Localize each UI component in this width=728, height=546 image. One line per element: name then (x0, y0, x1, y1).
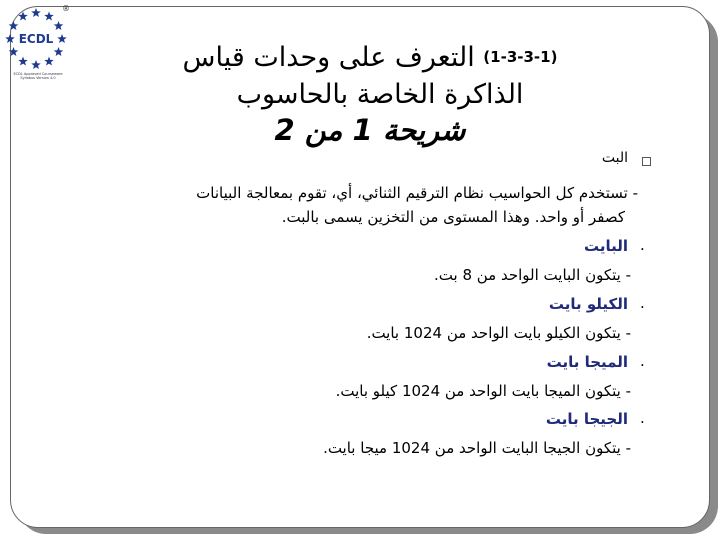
bit-description-line-1: - تستخدم كل الحواسيب نظام الترقيم الثنائي، أي، تقوم بمعالجة البيانات (196, 184, 638, 202)
title-line-1 (150, 42, 590, 73)
megabyte-heading: الميجا بايت (546, 353, 628, 371)
logo-star-icon (18, 11, 28, 20)
title-line-2: الذاكرة الخاصة بالحاسوب (236, 79, 524, 110)
megabyte-description: - يتكون الميجا بايت الواحد من 1024 كيلو بايت. (335, 382, 631, 400)
item-marker: . (640, 294, 645, 312)
byte-heading: البايت (583, 237, 628, 255)
logo-text: ECDL (18, 32, 54, 46)
logo-star-icon (54, 21, 64, 30)
logo-star-icon (9, 21, 19, 30)
ecdl-logo (2, 2, 72, 102)
bit-description-line-2: كصفر أو واحد. وهذا المستوى من التخزين يسمى بالبت. (281, 208, 625, 226)
item-marker: . (640, 409, 645, 427)
logo-star-icon (54, 47, 64, 56)
logo-star-icon (31, 60, 41, 69)
logo-star-icon (5, 34, 15, 43)
slide-counter: شريحة 1 من 2 (274, 113, 466, 147)
bullet-square-icon (642, 157, 651, 166)
gigabyte-description: - يتكون الجيجا البايت الواحد من 1024 ميجا بايت. (323, 439, 631, 457)
logo-star-icon (44, 57, 54, 66)
item-marker: . (640, 352, 645, 370)
gigabyte-heading: الجيجا بايت (545, 410, 628, 428)
registered-mark: ® (62, 4, 70, 13)
kilobyte-heading: الكيلو بايت (548, 295, 628, 313)
logo-caption: ECDL Approved Courseware Syllabus Version 4.0 (13, 72, 63, 80)
title-text-1: التعرف على وحدات قياس (182, 42, 475, 73)
byte-description: - يتكون البايت الواحد من 8 بت. (434, 266, 631, 284)
logo-star-icon (18, 57, 28, 66)
logo-star-icon (31, 8, 41, 17)
logo-star-icon (57, 34, 67, 43)
section-number: (1-3-3-1) (483, 48, 558, 66)
kilobyte-description: - يتكون الكيلو بايت الواحد من 1024 بايت. (366, 324, 631, 342)
logo-star-icon (44, 11, 54, 20)
bit-heading: البت (601, 150, 628, 166)
logo-star-icon (9, 47, 19, 56)
item-marker: . (640, 236, 645, 254)
